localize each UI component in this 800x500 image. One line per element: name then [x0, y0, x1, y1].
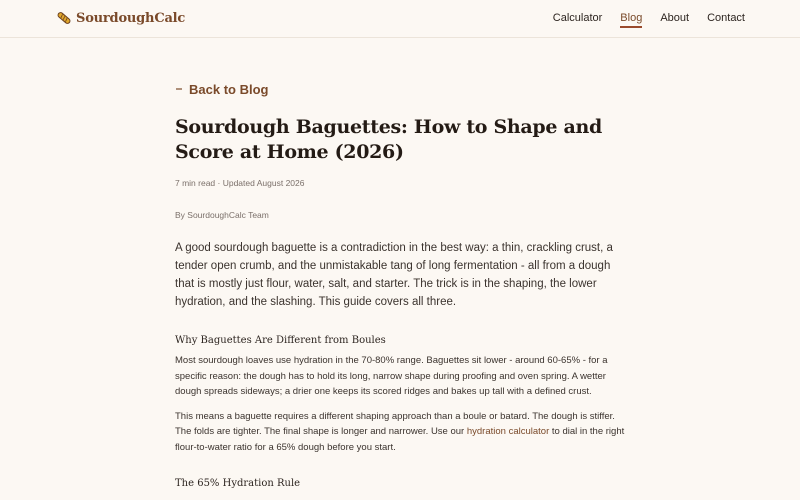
- section-paragraph: Most sourdough loaves use hydration in the 70-80% range. Baguettes sit lower - around 60-65% - for a specific reason: the dough has to hold its long, narrow shape during proofing and oven spring. A wetter dough spreads sideways; a drier one keeps its scored ridges and bakes up tall with a defined crust.: [175, 355, 608, 397]
- article: [175, 80, 625, 489]
- section-heading: The 65% Hydration Rule: [175, 478, 301, 489]
- nav-about[interactable]: About: [660, 12, 690, 24]
- back-to-blog-link[interactable]: [175, 82, 268, 97]
- site-header: [0, 0, 800, 38]
- article-meta: 7 min read · Updated August 2026: [175, 178, 305, 188]
- article-title: Sourdough Baguettes: How to Shape and Score at Home (2026): [175, 116, 603, 163]
- baguette-icon: [56, 10, 72, 26]
- brand-name: SourdoughCalc: [76, 10, 186, 26]
- article-author: By SourdoughCalc Team: [175, 210, 269, 220]
- article-lead: A good sourdough baguette is a contradiction in the best way: a thin, crackling crust, a tender open crumb, and the unmistakable tang of long fermentation - all from a dough that is mostly just flour, water, salt, and starter. The trick is in the shaping, the lower hydration, and the slashing. This guide covers all three.: [175, 242, 613, 308]
- nav-contact[interactable]: Contact: [707, 12, 745, 24]
- hydration-calculator-link[interactable]: hydration calculator: [466, 426, 550, 437]
- nav-calculator[interactable]: Calculator: [552, 12, 603, 24]
- arrow-left-icon: [175, 82, 183, 96]
- brand-logo-link[interactable]: [56, 10, 185, 26]
- section-heading: Why Baguettes Are Different from Boules: [175, 335, 386, 346]
- section-paragraph-with-link: [175, 409, 625, 456]
- paragraph-text: This means a baguette requires a different shaping approach than a boule or batard. The dough is stiffer. The folds are tighter. The final shape is longer and narrower. Use our: [175, 410, 615, 437]
- paragraph-text: to dial in the right flour-to-water ratio for a 65% dough before you start.: [175, 426, 625, 453]
- main-nav: [553, 12, 745, 27]
- back-link-label: Back to Blog: [189, 81, 269, 97]
- nav-blog[interactable]: Blog: [620, 12, 642, 27]
